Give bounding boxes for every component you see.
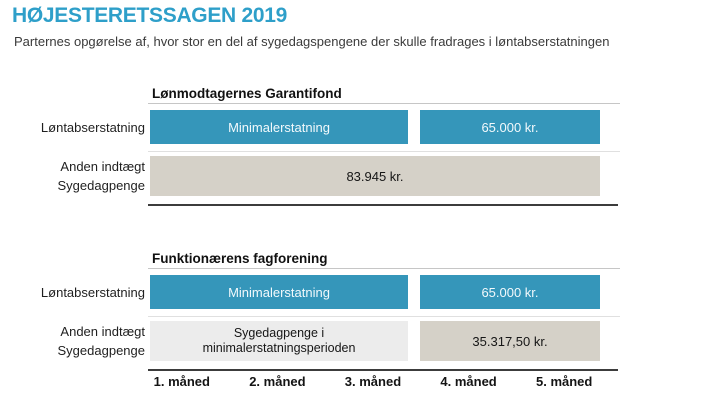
page-subtitle: Parternes opgørelse af, hvor stor en del af sygedagspengene der skulle fradrages i løntabserstatningen [14, 34, 610, 49]
bar-label: Minimalerstatning [228, 119, 330, 135]
bar-65000-kr [420, 110, 600, 144]
bar-label: 65.000 kr. [481, 119, 539, 135]
panel-axis-line [148, 369, 618, 371]
row-anden-indtaegt [0, 156, 720, 196]
bar-label: 65.000 kr. [481, 284, 539, 300]
bar-sygedagpenge-i-perioden [150, 321, 408, 361]
panel-fagforening [0, 251, 720, 373]
bar-83945-kr [150, 156, 600, 196]
row-divider-line [148, 151, 620, 152]
bar-35317-kr [420, 321, 600, 361]
bar-label: 35.317,50 kr. [472, 333, 548, 349]
row-label-anden-indtaegt [0, 156, 145, 196]
row-label-text: Løntabserstatning [40, 119, 145, 135]
row-label-lontabserstatning [0, 275, 145, 309]
row-lontabserstatning [0, 275, 720, 309]
x-axis-label-month-5: 5. måned [535, 374, 593, 389]
bar-minimalerstatning [150, 275, 408, 309]
panel-garantifond [0, 86, 720, 208]
x-axis-month-labels [134, 374, 612, 392]
row-label-line1: Anden indtægt [60, 324, 145, 339]
panel-header-underline [148, 268, 620, 269]
row-label-text: Løntabserstatning [40, 284, 145, 300]
page-title: HØJESTERETSSAGEN 2019 [12, 4, 287, 27]
panel-axis-line [148, 204, 618, 206]
row-label-line2: Sygedagpenge [57, 178, 145, 193]
panel-fagforening-title: Funktionærens fagforening [152, 251, 328, 266]
bar-label: Sygedagpenge i minimalerstatningsperioden [202, 326, 356, 355]
row-label-anden-indtaegt [0, 321, 145, 361]
row-lontabserstatning [0, 110, 720, 144]
panel-garantifond-title: Lønmodtagernes Garantifond [152, 86, 342, 101]
row-label-line1: Anden indtægt [60, 159, 145, 174]
row-divider-line [148, 316, 620, 317]
panel-header-underline [148, 103, 620, 104]
row-label-line2: Sygedagpenge [57, 343, 145, 358]
bar-65000-kr [420, 275, 600, 309]
bar-label: Minimalerstatning [228, 284, 330, 300]
row-label-lontabserstatning [0, 110, 145, 144]
x-axis-label-month-2: 2. måned [249, 374, 306, 389]
bar-label: 83.945 kr. [346, 168, 404, 184]
bar-minimalerstatning [150, 110, 408, 144]
row-anden-indtaegt [0, 321, 720, 361]
x-axis-label-month-3: 3. måned [344, 374, 402, 389]
x-axis-label-month-1: 1. måned [153, 374, 210, 389]
x-axis-label-month-4: 4. måned [440, 374, 497, 389]
